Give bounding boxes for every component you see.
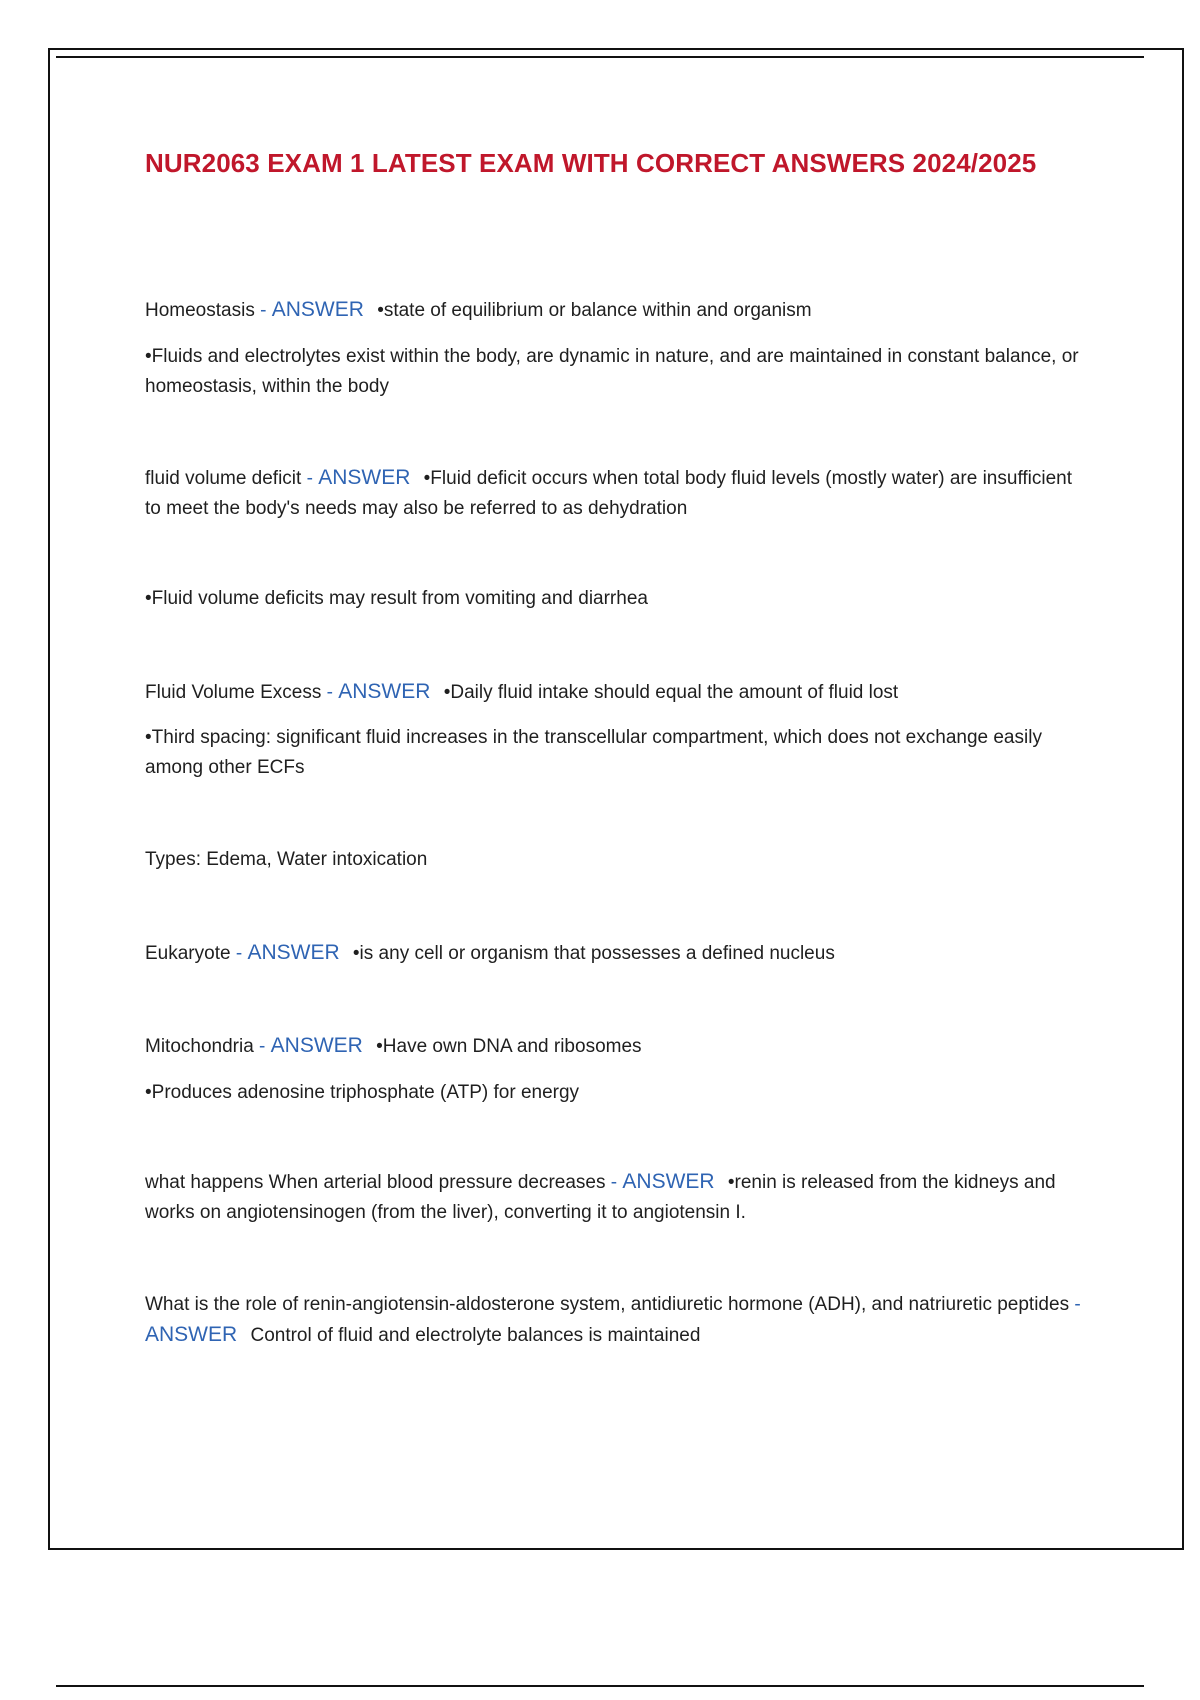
entry-term: what happens When arterial blood pressure decreases	[145, 1172, 606, 1193]
answer-label: - ANSWER	[605, 1170, 715, 1193]
entry-term: Eukaryote	[145, 943, 231, 964]
answer-label: - ANSWER	[301, 466, 411, 489]
answer-label: - ANSWER	[253, 1034, 363, 1057]
entry-note-fluids-electrolytes: •Fluids and electrolytes exist within the body, are dynamic in nature, and are maintained in constant balance, or homeostasis, within the body	[145, 346, 1079, 397]
entry-answer: •Daily fluid intake should equal the amount of fluid lost	[443, 682, 899, 703]
qa-entry-arterial-pressure	[145, 1167, 1085, 1228]
entry-answer: Control of fluid and electrolyte balances is maintained	[250, 1325, 701, 1346]
entry-note-atp: •Produces adenosine triphosphate (ATP) for energy	[145, 1082, 580, 1103]
qa-entry-homeostasis	[145, 295, 1085, 326]
qa-entry-fluid-volume-excess	[145, 677, 1085, 708]
entry-term: What is the role of renin-angiotensin-aldosterone system, antidiuretic hormone (ADH), and natriuretic peptides	[145, 1294, 1070, 1315]
answer-label: - ANSWER	[230, 941, 340, 964]
answer-label: - ANSWER	[254, 298, 364, 321]
document-title: NUR2063 EXAM 1 LATEST EXAM WITH CORRECT ANSWERS 2024/2025	[145, 148, 1037, 178]
entry-answer: •Have own DNA and ribosomes	[376, 1036, 642, 1057]
entry-answer: •renin is released from the kidneys and works on angiotensinogen (from the liver), converting it to angiotensin I.	[145, 1172, 1056, 1223]
qa-entry-mitochondria	[145, 1031, 1085, 1062]
answer-label: - ANSWER	[145, 1294, 1081, 1346]
entry-term: Mitochondria	[145, 1036, 254, 1057]
entry-answer: •Fluid deficit occurs when total body fluid levels (mostly water) are insufficient to meet the body's needs may also be referred to as dehydration	[145, 468, 1073, 519]
entry-answer: •state of equilibrium or balance within and organism	[377, 300, 812, 321]
entry-term: fluid volume deficit	[145, 468, 302, 489]
entry-note-types: Types: Edema, Water intoxication	[145, 849, 428, 870]
bottom-rule	[56, 1685, 1144, 1687]
entry-term: Fluid Volume Excess	[145, 682, 322, 703]
qa-entry-raas-role	[145, 1290, 1085, 1351]
entry-term: Homeostasis	[145, 300, 255, 321]
top-rule	[56, 56, 1144, 58]
entry-answer: •is any cell or organism that possesses a defined nucleus	[352, 943, 835, 964]
answer-label: - ANSWER	[321, 680, 431, 703]
qa-entry-fluid-volume-deficit	[145, 463, 1085, 524]
entry-note-fluid-deficits: •Fluid volume deficits may result from vomiting and diarrhea	[145, 588, 648, 609]
qa-entry-eukaryote	[145, 938, 1085, 969]
entry-note-third-spacing: •Third spacing: significant fluid increases in the transcellular compartment, which does not exchange easily among other ECFs	[145, 727, 1042, 778]
